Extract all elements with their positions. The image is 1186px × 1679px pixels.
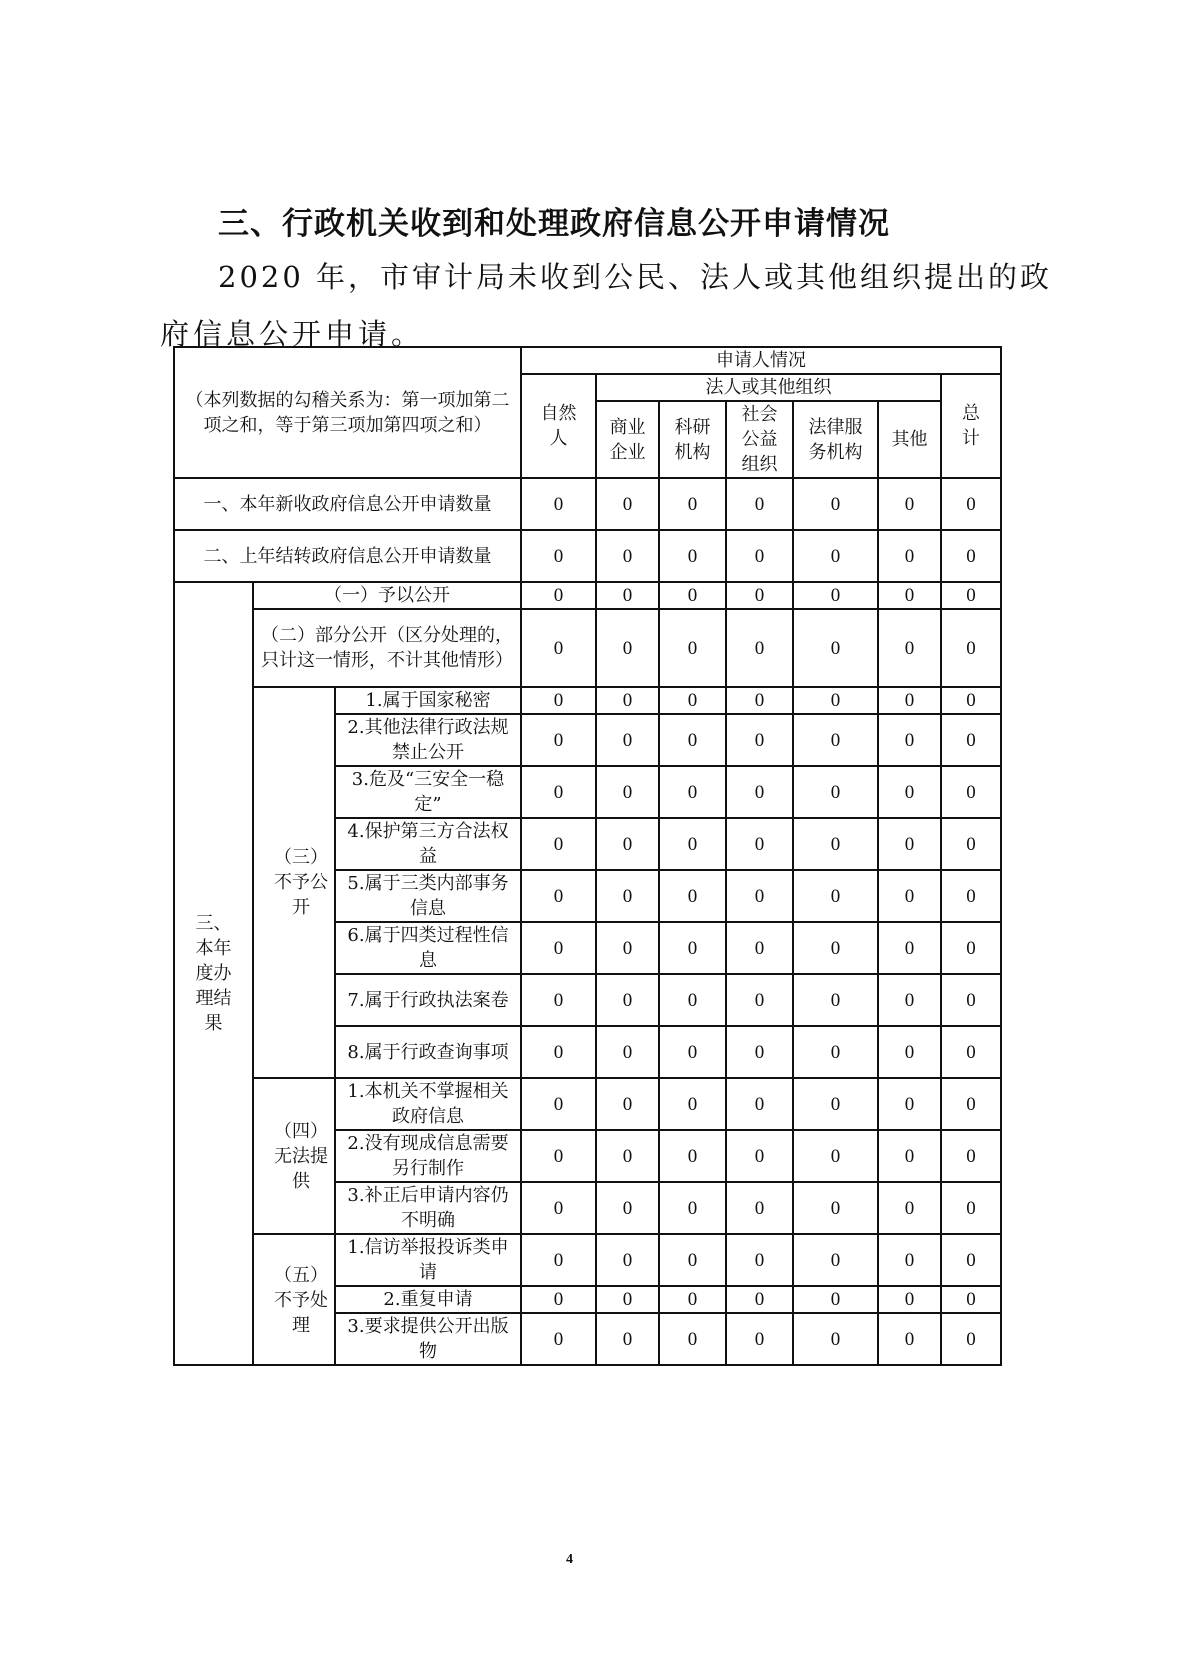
- table-row: [174, 1078, 1001, 1130]
- cell-value: 0: [659, 687, 726, 714]
- cell-value: 0: [726, 1078, 793, 1130]
- cell-value: 0: [596, 1130, 659, 1182]
- corner-note: （本列数据的勾稽关系为：第一项加第二项之和，等于第三项加第四项之和）: [174, 347, 521, 478]
- cell-value: 0: [793, 766, 878, 818]
- paragraph-line-1: 2020 年，市审计局未收到公民、法人或其他组织提出的政: [218, 260, 1053, 294]
- column-header: 法律服务机构: [793, 401, 878, 478]
- cell-value: 0: [793, 974, 878, 1026]
- cell-value: 0: [726, 974, 793, 1026]
- cell-value: 0: [878, 766, 941, 818]
- cell-value: 0: [878, 582, 941, 609]
- row-label: （一）予以公开: [253, 582, 521, 609]
- cell-value: 0: [878, 1182, 941, 1234]
- cell-value: 0: [726, 582, 793, 609]
- cell-value: 0: [659, 1286, 726, 1313]
- applicant-header: 申请人情况: [521, 347, 1001, 374]
- cell-value: 0: [521, 870, 596, 922]
- cell-value: 0: [726, 818, 793, 870]
- cell-value: 0: [596, 818, 659, 870]
- row-label: 2.没有现成信息需要另行制作: [335, 1130, 521, 1182]
- column-header: 自然人: [521, 374, 596, 478]
- section-3-label: 三、本年度办理结果: [174, 582, 253, 1365]
- cell-value: 0: [726, 1286, 793, 1313]
- cell-value: 0: [878, 922, 941, 974]
- row-label: （二）部分公开（区分处理的，只计这一情形，不计其他情形）: [253, 609, 521, 687]
- cell-value: 0: [941, 766, 1001, 818]
- cell-value: 0: [941, 974, 1001, 1026]
- cell-value: 0: [521, 714, 596, 766]
- cell-value: 0: [521, 1130, 596, 1182]
- cell-value: 0: [596, 766, 659, 818]
- cell-value: 0: [726, 1130, 793, 1182]
- cell-value: 0: [596, 870, 659, 922]
- cell-value: 0: [521, 1078, 596, 1130]
- cell-value: 0: [521, 530, 596, 582]
- cell-value: 0: [793, 1286, 878, 1313]
- cell-value: 0: [596, 1026, 659, 1078]
- cell-value: 0: [878, 1026, 941, 1078]
- cell-value: 0: [726, 1313, 793, 1365]
- cell-value: 0: [521, 1182, 596, 1234]
- cell-value: 0: [726, 714, 793, 766]
- cell-value: 0: [596, 478, 659, 530]
- cell-value: 0: [793, 818, 878, 870]
- cell-value: 0: [521, 1313, 596, 1365]
- row-label: 3.危及“三安全一稳定”: [335, 766, 521, 818]
- cell-value: 0: [659, 582, 726, 609]
- page-number: 4: [566, 1552, 573, 1567]
- cell-value: 0: [521, 687, 596, 714]
- row-label: 一、本年新收政府信息公开申请数量: [174, 478, 521, 530]
- cell-value: 0: [941, 582, 1001, 609]
- cell-value: 0: [596, 1313, 659, 1365]
- cell-value: 0: [793, 687, 878, 714]
- cell-value: 0: [793, 1026, 878, 1078]
- cell-value: 0: [659, 530, 726, 582]
- cell-value: 0: [659, 1313, 726, 1365]
- cell-value: 0: [941, 1078, 1001, 1130]
- cell-value: 0: [596, 530, 659, 582]
- cell-value: 0: [596, 1286, 659, 1313]
- table-row: [174, 609, 1001, 687]
- group-5-label: （五）不予处理: [253, 1234, 335, 1365]
- table-row: [174, 1234, 1001, 1286]
- cell-value: 0: [726, 1234, 793, 1286]
- cell-value: 0: [521, 478, 596, 530]
- cell-value: 0: [941, 1026, 1001, 1078]
- cell-value: 0: [941, 1286, 1001, 1313]
- row-label: 1.属于国家秘密: [335, 687, 521, 714]
- row-label: 2.其他法律行政法规禁止公开: [335, 714, 521, 766]
- cell-value: 0: [941, 1313, 1001, 1365]
- cell-value: 0: [726, 766, 793, 818]
- cell-value: 0: [941, 687, 1001, 714]
- cell-value: 0: [596, 582, 659, 609]
- cell-value: 0: [726, 1182, 793, 1234]
- row-label: 5.属于三类内部事务信息: [335, 870, 521, 922]
- cell-value: 0: [793, 1182, 878, 1234]
- cell-value: 0: [793, 1313, 878, 1365]
- cell-value: 0: [941, 530, 1001, 582]
- cell-value: 0: [596, 1234, 659, 1286]
- cell-value: 0: [726, 609, 793, 687]
- legal-entity-header: 法人或其他组织: [596, 374, 941, 401]
- cell-value: 0: [941, 922, 1001, 974]
- row-label: 8.属于行政查询事项: [335, 1026, 521, 1078]
- cell-value: 0: [793, 1234, 878, 1286]
- cell-value: 0: [596, 609, 659, 687]
- cell-value: 0: [659, 1130, 726, 1182]
- cell-value: 0: [659, 714, 726, 766]
- cell-value: 0: [793, 1130, 878, 1182]
- group-3-label: （三）不予公开: [253, 687, 335, 1078]
- cell-value: 0: [726, 530, 793, 582]
- cell-value: 0: [659, 1182, 726, 1234]
- column-header: 其他: [878, 401, 941, 478]
- cell-value: 0: [659, 818, 726, 870]
- cell-value: 0: [726, 478, 793, 530]
- row-label: 2.重复申请: [335, 1286, 521, 1313]
- cell-value: 0: [596, 922, 659, 974]
- row-label: 1.信访举报投诉类申请: [335, 1234, 521, 1286]
- cell-value: 0: [793, 714, 878, 766]
- cell-value: 0: [793, 478, 878, 530]
- cell-value: 0: [521, 818, 596, 870]
- cell-value: 0: [878, 530, 941, 582]
- cell-value: 0: [659, 478, 726, 530]
- information-disclosure-table: [173, 346, 1002, 1366]
- cell-value: 0: [793, 609, 878, 687]
- cell-value: 0: [659, 974, 726, 1026]
- cell-value: 0: [521, 1286, 596, 1313]
- cell-value: 0: [726, 1026, 793, 1078]
- cell-value: 0: [521, 922, 596, 974]
- cell-value: 0: [793, 582, 878, 609]
- row-label: 6.属于四类过程性信息: [335, 922, 521, 974]
- cell-value: 0: [596, 687, 659, 714]
- cell-value: 0: [521, 766, 596, 818]
- cell-value: 0: [878, 1286, 941, 1313]
- cell-value: 0: [659, 922, 726, 974]
- cell-value: 0: [941, 870, 1001, 922]
- cell-value: 0: [596, 714, 659, 766]
- row-label: 4.保护第三方合法权益: [335, 818, 521, 870]
- cell-value: 0: [521, 609, 596, 687]
- cell-value: 0: [878, 870, 941, 922]
- section-heading: 三、行政机关收到和处理政府信息公开申请情况: [218, 206, 890, 242]
- cell-value: 0: [659, 766, 726, 818]
- cell-value: 0: [659, 870, 726, 922]
- table-row: [174, 478, 1001, 530]
- row-label: 二、上年结转政府信息公开申请数量: [174, 530, 521, 582]
- cell-value: 0: [596, 1078, 659, 1130]
- paragraph-line-2: 府信息公开申请。: [160, 317, 425, 351]
- column-header: 总计: [941, 374, 1001, 478]
- cell-value: 0: [941, 714, 1001, 766]
- table-row: [174, 687, 1001, 714]
- cell-value: 0: [659, 609, 726, 687]
- cell-value: 0: [941, 478, 1001, 530]
- cell-value: 0: [878, 1313, 941, 1365]
- cell-value: 0: [878, 818, 941, 870]
- cell-value: 0: [793, 530, 878, 582]
- cell-value: 0: [941, 609, 1001, 687]
- cell-value: 0: [726, 870, 793, 922]
- cell-value: 0: [659, 1026, 726, 1078]
- cell-value: 0: [941, 1182, 1001, 1234]
- cell-value: 0: [878, 1078, 941, 1130]
- row-label: 3.要求提供公开出版物: [335, 1313, 521, 1365]
- cell-value: 0: [878, 687, 941, 714]
- cell-value: 0: [659, 1078, 726, 1130]
- cell-value: 0: [878, 974, 941, 1026]
- cell-value: 0: [659, 1234, 726, 1286]
- cell-value: 0: [596, 974, 659, 1026]
- cell-value: 0: [878, 609, 941, 687]
- row-label: 1.本机关不掌握相关政府信息: [335, 1078, 521, 1130]
- cell-value: 0: [596, 1182, 659, 1234]
- cell-value: 0: [941, 818, 1001, 870]
- cell-value: 0: [878, 714, 941, 766]
- cell-value: 0: [726, 687, 793, 714]
- table-row: [174, 530, 1001, 582]
- group-4-label: （四）无法提供: [253, 1078, 335, 1234]
- cell-value: 0: [941, 1234, 1001, 1286]
- cell-value: 0: [726, 922, 793, 974]
- cell-value: 0: [878, 478, 941, 530]
- column-header: 社会公益组织: [726, 401, 793, 478]
- cell-value: 0: [793, 1078, 878, 1130]
- cell-value: 0: [878, 1130, 941, 1182]
- cell-value: 0: [521, 974, 596, 1026]
- column-header: 商业企业: [596, 401, 659, 478]
- table-row: [174, 582, 1001, 609]
- cell-value: 0: [521, 1026, 596, 1078]
- cell-value: 0: [878, 1234, 941, 1286]
- cell-value: 0: [793, 922, 878, 974]
- row-label: 7.属于行政执法案卷: [335, 974, 521, 1026]
- cell-value: 0: [941, 1130, 1001, 1182]
- column-header: 科研机构: [659, 401, 726, 478]
- row-label: 3.补正后申请内容仍不明确: [335, 1182, 521, 1234]
- cell-value: 0: [793, 870, 878, 922]
- cell-value: 0: [521, 1234, 596, 1286]
- cell-value: 0: [521, 582, 596, 609]
